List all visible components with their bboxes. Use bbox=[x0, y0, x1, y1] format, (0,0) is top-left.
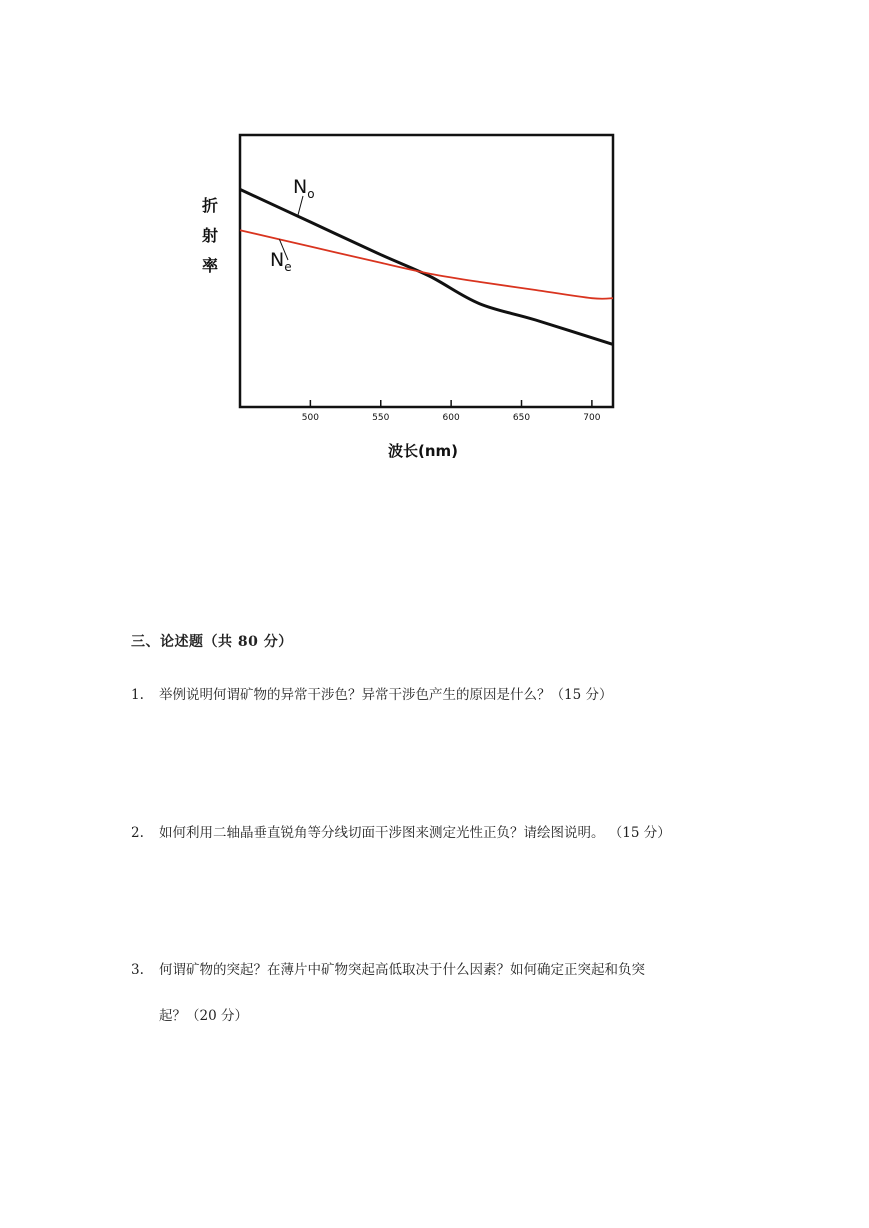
series-label-No: $N_o$ bbox=[293, 176, 315, 201]
question-text: 举例说明何谓矿物的异常干涉色？异常干涉色产生的原因是什么？（15 分） bbox=[159, 687, 613, 703]
series-label-Ne: $N_e$ bbox=[270, 249, 292, 274]
y-axis-label-char: 折 bbox=[201, 196, 219, 215]
question-number: 1. bbox=[131, 687, 144, 703]
series-line-Ne bbox=[240, 230, 613, 299]
series-line-No bbox=[240, 189, 613, 344]
question-2 bbox=[131, 810, 751, 856]
question-text: 如何利用二轴晶垂直锐角等分线切面干涉图来测定光性正负？请绘图说明。 （15 分） bbox=[159, 825, 671, 841]
x-tick-label: 700 bbox=[583, 413, 601, 423]
question-number: 3. bbox=[131, 962, 144, 978]
refractive-index-chart bbox=[190, 118, 630, 468]
y-axis-label-char: 射 bbox=[201, 226, 219, 245]
question-1 bbox=[131, 672, 751, 718]
x-tick-label: 500 bbox=[301, 413, 319, 423]
y-axis-label-char: 率 bbox=[201, 256, 219, 275]
question-text: 何谓矿物的突起？在薄片中矿物突起高低取决于什么因素？如何确定正突起和负突 bbox=[159, 962, 645, 978]
section-title: 三、论述题（共 80 分） bbox=[131, 634, 293, 650]
x-tick-label: 550 bbox=[372, 413, 390, 423]
question-3 bbox=[131, 947, 751, 1039]
question-text-continued: 起？（20 分） bbox=[159, 1008, 248, 1024]
question-number: 2. bbox=[131, 825, 144, 841]
x-tick-label: 600 bbox=[442, 413, 460, 423]
x-axis-label: 波长(nm) bbox=[387, 442, 459, 460]
x-tick-label: 650 bbox=[512, 413, 531, 423]
leader-line-No bbox=[298, 196, 303, 216]
y-axis-label bbox=[201, 196, 218, 275]
